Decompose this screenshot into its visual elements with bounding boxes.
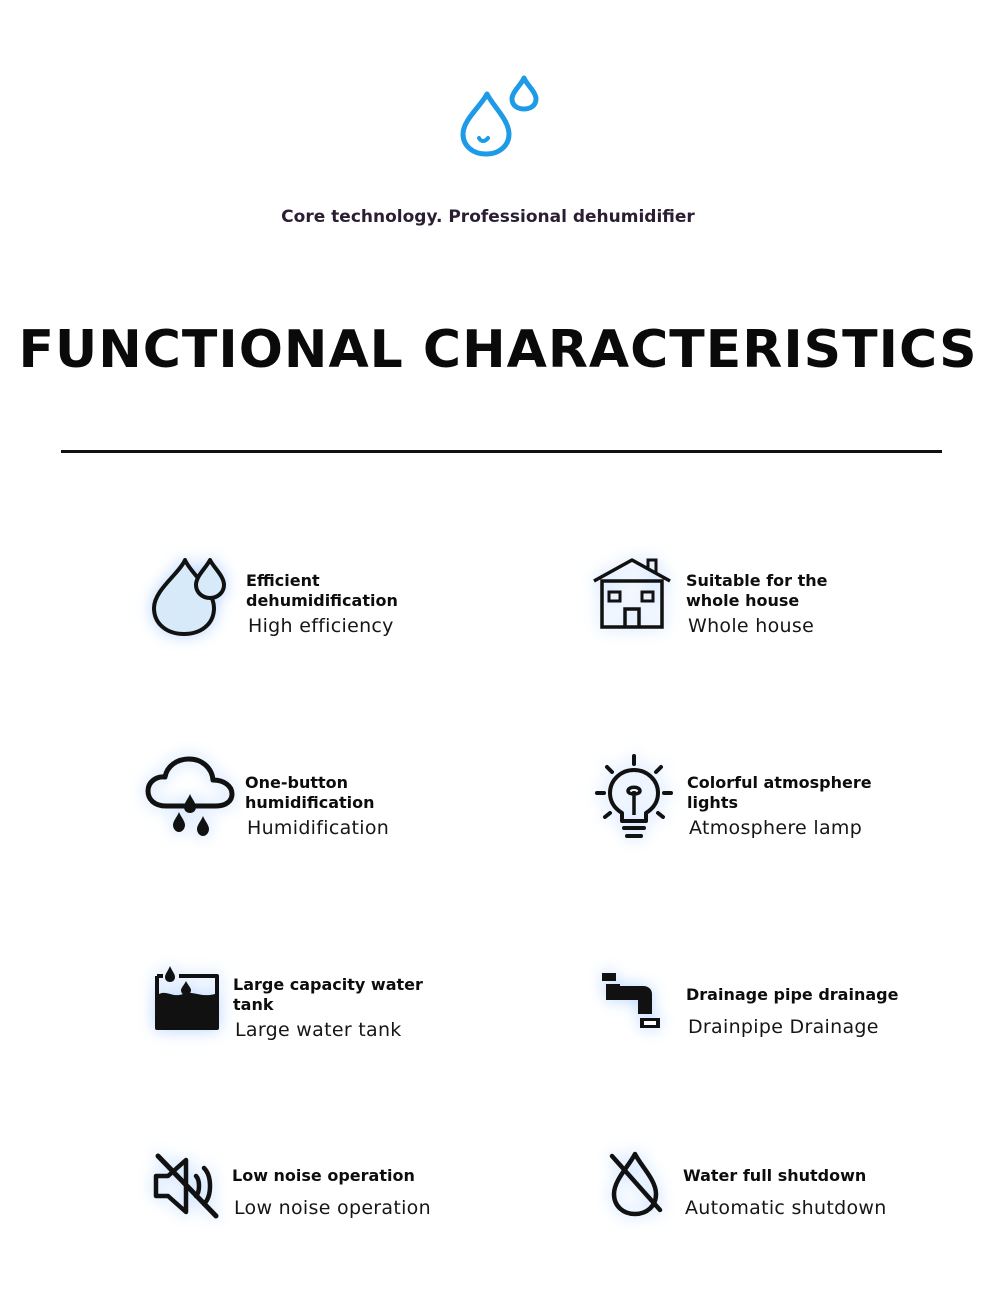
feature-subtitle: Whole house xyxy=(688,615,815,637)
feature-subtitle: Automatic shutdown xyxy=(685,1197,887,1219)
feature-title: Colorful atmosphere lights xyxy=(687,773,872,812)
water-drops-icon xyxy=(455,72,545,162)
feature-subtitle: Atmosphere lamp xyxy=(689,817,863,839)
rain-cloud-icon xyxy=(144,756,236,840)
tagline: Core technology. Professional dehumidifier xyxy=(281,207,695,227)
feature-title: One-button humidification xyxy=(245,773,375,812)
feature-subtitle: Large water tank xyxy=(235,1019,402,1041)
feature-subtitle: High efficiency xyxy=(248,615,394,637)
drain-pipe-icon xyxy=(600,970,662,1032)
feature-subtitle: Low noise operation xyxy=(234,1197,431,1219)
feature-title: Large capacity water tank xyxy=(233,975,423,1014)
feature-subtitle: Drainpipe Drainage xyxy=(688,1016,879,1038)
page-title: FUNCTIONAL CHARACTERISTICS xyxy=(18,320,978,380)
feature-title: Suitable for the whole house xyxy=(686,571,828,610)
divider xyxy=(61,450,942,453)
light-bulb-icon xyxy=(594,753,674,841)
feature-title: Drainage pipe drainage xyxy=(686,985,899,1004)
feature-title: Efficient dehumidification xyxy=(246,571,398,610)
water-tank-icon xyxy=(153,964,221,1032)
speaker-mute-icon xyxy=(152,1152,224,1220)
house-icon xyxy=(592,557,672,631)
feature-subtitle: Humidification xyxy=(247,817,390,839)
water-drops-icon xyxy=(150,556,232,638)
feature-title: Water full shutdown xyxy=(683,1166,867,1185)
water-off-icon xyxy=(606,1150,664,1218)
feature-title: Low noise operation xyxy=(232,1166,415,1185)
